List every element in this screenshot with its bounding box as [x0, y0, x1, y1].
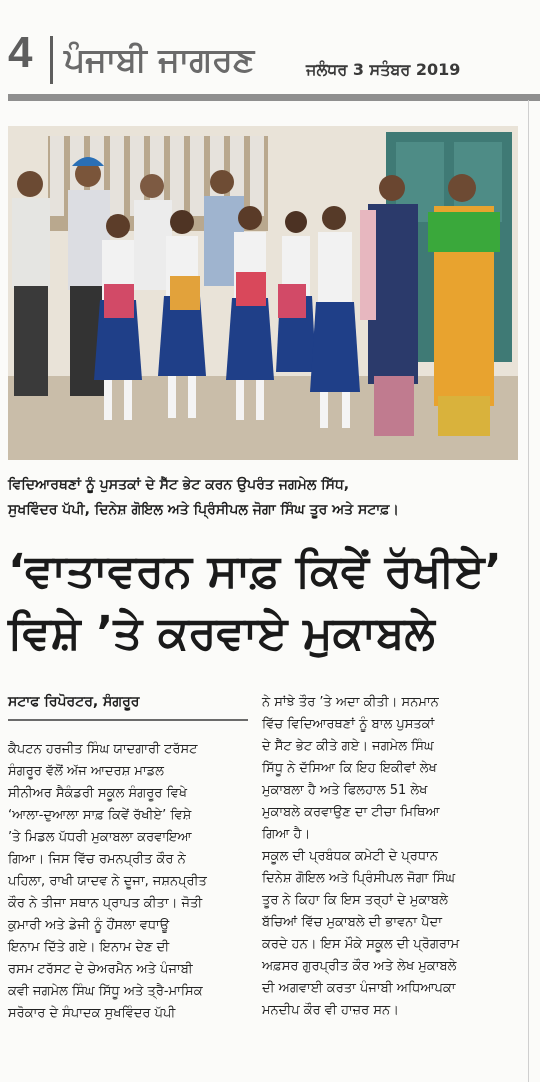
- text-line: ਵਿੱਚ ਵਿਦਿਆਰਥਣਾਂ ਨੂੰ ਬਾਲ ਪੁਸਤਕਾਂ: [262, 717, 435, 732]
- text-line: ਮਨਦੀਪ ਕੌਰ ਵੀ ਹਾਜ਼ਰ ਸਨ।: [262, 1003, 399, 1018]
- text-line: ਕੌਰ ਨੇ ਤੀਜਾ ਸਥਾਨ ਪ੍ਰਾਪਤ ਕੀਤਾ। ਜੋਤੀ: [8, 896, 203, 911]
- masthead-divider: [50, 36, 53, 84]
- text-line: ਅਫ਼ਸਰ ਗੁਰਪ੍ਰੀਤ ਕੌਰ ਅਤੇ ਲੇਖ ਮੁਕਾਬਲੇ: [262, 959, 457, 974]
- text-line: ਸਿੱਧੂ ਨੇ ਦੱਸਿਆ ਕਿ ਇਹ ਇਕੀਵਾਂ ਲੇਖ: [262, 761, 437, 776]
- text-line: ਦੀ ਅਗਵਾਈ ਕਰਤਾ ਪੰਜਾਬੀ ਅਧਿਆਪਕਾ: [262, 981, 456, 996]
- headline: [8, 540, 528, 664]
- caption-line: ਸੁਖਵਿੰਦਰ ਪੱਪੀ, ਦਿਨੇਸ਼ ਗੋਇਲ ਅਤੇ ਪ੍ਰਿੰਸੀਪਲ ਜੋਗਾ ਸਿੰਘ ਤੂਰ ਅਤੇ ਸਟਾਫ਼।: [8, 502, 399, 518]
- text-line: ਗਿਆ। ਜਿਸ ਵਿੱਚ ਰਮਨਪ੍ਰੀਤ ਕੌਰ ਨੇ: [8, 852, 186, 867]
- newspaper-name: ਪੰਜਾਬੀ ਜਾਗਰਣ: [64, 40, 255, 79]
- caption-line: ਵਿਦਿਆਰਥਣਾਂ ਨੂੰ ਪੁਸਤਕਾਂ ਦੇ ਸੈੱਟ ਭੇਟ ਕਰਨ ਉਪਰੰਤ ਜਗਮੇਲ ਸਿੱਧ,: [8, 477, 350, 493]
- dateline: ਜਲੰਧਰ 3 ਸਤੰਬਰ 2019: [306, 60, 461, 79]
- headline-line-2: ਵਿਸ਼ੇ ’ਤੇ ਕਰਵਾਏ ਮੁਕਾਬਲੇ: [8, 606, 435, 659]
- text-line: ਸਕੂਲ ਦੀ ਪ੍ਰਬੰਧਕ ਕਮੇਟੀ ਦੇ ਪ੍ਰਧਾਨ: [262, 849, 438, 864]
- text-line: ਨੇ ਸਾਂਝੇ ਤੌਰ ’ਤੇ ਅਦਾ ਕੀਤੀ। ਸਨਮਾਨ: [262, 695, 439, 710]
- text-line: ਮੁਕਾਬਲਾ ਹੈ ਅਤੇ ਫਿਲਹਾਲ 51 ਲੇਖ: [262, 783, 428, 798]
- byline-rule: [8, 719, 248, 721]
- news-photo: [8, 126, 518, 460]
- page-number: 4: [8, 28, 33, 77]
- text-line: ਕਰਦੇ ਹਨ। ਇਸ ਮੌਕੇ ਸਕੂਲ ਦੀ ਪ੍ਰੋਗਰਾਮ: [262, 937, 460, 952]
- text-line: ਬੱਚਿਆਂ ਵਿੱਚ ਮੁਕਾਬਲੇ ਦੀ ਭਾਵਨਾ ਪੈਦਾ: [262, 915, 442, 930]
- text-line: ਕਵੀ ਜਗਮੇਲ ਸਿੰਘ ਸਿੱਧੂ ਅਤੇ ਤ੍ਰੈ-ਮਾਸਿਕ: [8, 984, 203, 999]
- text-line: ਪਹਿਲਾ, ਰਾਖੀ ਯਾਦਵ ਨੇ ਦੂਜਾ, ਜਸ਼ਨਪ੍ਰੀਤ: [8, 874, 207, 889]
- text-line: ਇਨਾਮ ਦਿੱਤੇ ਗਏ। ਇਨਾਮ ਦੇਣ ਦੀ: [8, 940, 170, 955]
- column-1-text: [8, 739, 256, 1025]
- text-line: ਕੈਪਟਨ ਹਰਜੀਤ ਸਿੰਘ ਯਾਦਗਾਰੀ ਟਰੱਸਟ: [8, 742, 198, 757]
- byline: ਸਟਾਫ ਰਿਪੋਰਟਰ, ਸੰਗਰੂਰ: [8, 694, 140, 710]
- text-line: ਦੇ ਸੈੱਟ ਭੇਟ ਕੀਤੇ ਗਏ। ਜਗਮੇਲ ਸਿੰਘ: [262, 739, 434, 754]
- text-line: ਰਸਮ ਟਰੱਸਟ ਦੇ ਚੇਅਰਮੈਨ ਅਤੇ ਪੰਜਾਬੀ: [8, 962, 193, 977]
- text-line: ਸੀਨੀਅਰ ਸੈਕੰਡਰੀ ਸਕੂਲ ਸੰਗਰੂਰ ਵਿਖੇ: [8, 786, 188, 801]
- photo-caption: [8, 473, 518, 523]
- article-column-1: [8, 692, 256, 1025]
- text-line: ਗਿਆ ਹੈ।: [262, 827, 311, 842]
- headline-line-1: ‘ਵਾਤਾਵਰਨ ਸਾਫ਼ ਕਿਵੇਂ ਰੱਖੀਏ’: [8, 544, 502, 597]
- text-line: ‘ਆਲਾ-ਦੁਆਲਾ ਸਾਫ਼ ਕਿਵੇਂ ਰੱਖੀਏ’ ਵਿਸ਼ੇ: [8, 808, 192, 823]
- masthead: [0, 0, 540, 108]
- text-line: ਦਿਨੇਸ਼ ਗੋਇਲ ਅਤੇ ਪ੍ਰਿੰਸੀਪਲ ਜੋਗਾ ਸਿੰਘ: [262, 871, 456, 886]
- text-line: ਮੁਕਾਬਲੇ ਕਰਵਾਉਣ ਦਾ ਟੀਚਾ ਮਿਥਿਆ: [262, 805, 440, 820]
- text-line: ਸਰੋਕਾਰ ਦੇ ਸੰਪਾਦਕ ਸੁਖਵਿੰਦਰ ਪੱਪੀ: [8, 1006, 176, 1021]
- adjacent-column-edge: [528, 100, 540, 1082]
- article-column-2: [262, 692, 524, 1022]
- text-line: ’ਤੇ ਮਿਡਲ ਪੱਧਰੀ ਮੁਕਾਬਲਾ ਕਰਵਾਇਆ: [8, 830, 192, 845]
- text-line: ਸੰਗਰੂਰ ਵੱਲੋਂ ਅੱਜ ਆਦਰਸ਼ ਮਾਡਲ: [8, 764, 164, 779]
- text-line: ਤੂਰ ਨੇ ਕਿਹਾ ਕਿ ਇਸ ਤਰ੍ਹਾਂ ਦੇ ਮੁਕਾਬਲੇ: [262, 893, 448, 908]
- news-photo-image: [8, 126, 518, 460]
- text-line: ਕੁਮਾਰੀ ਅਤੇ ਡੇਜੀ ਨੂੰ ਹੌਂਸਲਾ ਵਧਾਊ: [8, 918, 170, 933]
- masthead-rule: [8, 94, 540, 101]
